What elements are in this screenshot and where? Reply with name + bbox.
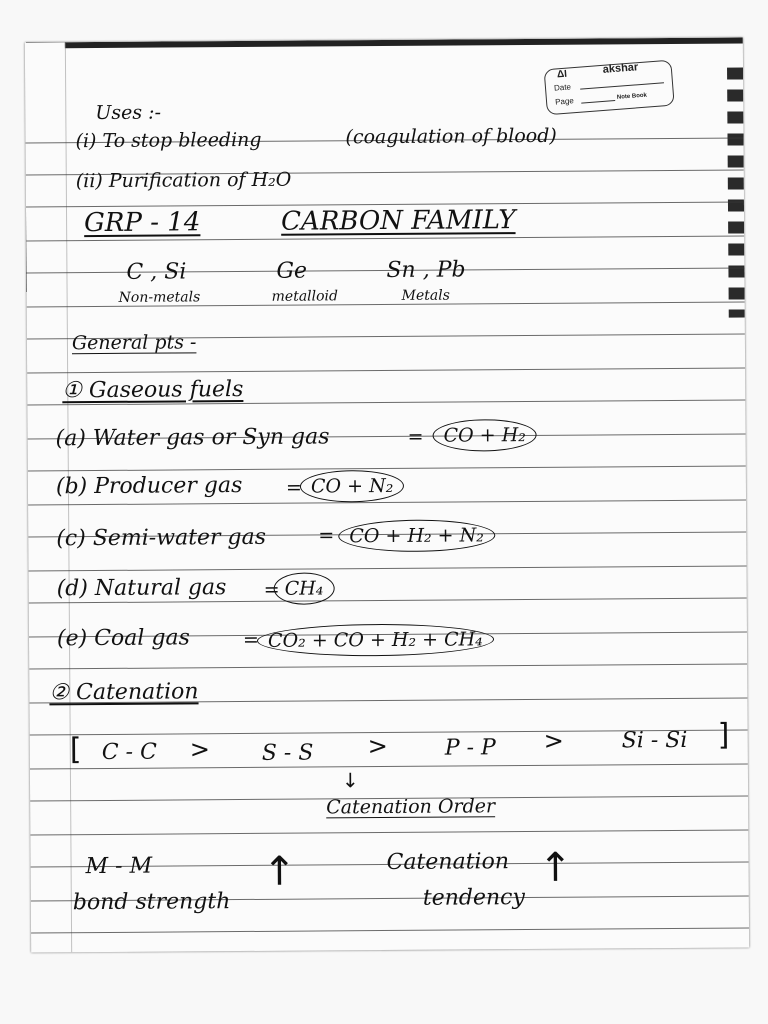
greater-than-sign: > <box>367 732 388 761</box>
notebook-page <box>25 38 749 953</box>
ruled-line <box>30 829 748 835</box>
order-close-bracket: ] <box>717 717 730 753</box>
spiral-binding <box>727 68 745 318</box>
fuel-e-formula: CO₂ + CO + H₂ + CH₄ <box>257 623 494 657</box>
general-points-heading: General pts - <box>71 331 197 355</box>
equals-sign: = <box>263 578 280 601</box>
fuel-a-formula: CO + H₂ <box>432 419 537 452</box>
brand-name: akshar <box>602 61 639 76</box>
metalloid-label: metalloid <box>271 288 339 305</box>
metalloid-element: Ge <box>276 258 308 284</box>
uses-heading: Uses :- <box>95 101 162 125</box>
notebook-brand-box <box>544 60 675 116</box>
catenation-label: Catenation <box>386 849 510 876</box>
ruled-line <box>27 367 745 373</box>
use-1: (i) To stop bleeding <box>75 128 262 153</box>
up-arrow-icon: ↑ <box>538 844 573 891</box>
bond-sisi: Si - Si <box>621 727 688 754</box>
use-1-note: (coagulation of blood) <box>345 124 557 149</box>
brand-logo-icon: ΔΙ <box>556 68 568 81</box>
family-title: CARBON FAMILY <box>280 205 516 237</box>
equals-sign: = <box>242 628 260 652</box>
tendency-label: tendency <box>422 885 525 911</box>
metals-label: Metals <box>401 287 450 304</box>
ruled-line <box>29 663 747 669</box>
bond-cc: C - C <box>101 739 157 765</box>
page-label: Page <box>554 96 575 107</box>
order-open-bracket: [ <box>69 732 82 768</box>
up-arrow-icon: ↑ <box>262 848 297 895</box>
greater-than-sign: > <box>543 726 564 755</box>
fuel-b-formula: CO + N₂ <box>300 470 405 503</box>
group-title: GRP - 14 <box>83 207 201 239</box>
fuel-d-name: (d) Natural gas <box>56 575 227 602</box>
down-arrow-icon: ↓ <box>341 768 359 793</box>
bond-ss: S - S <box>261 740 314 766</box>
ruled-line <box>31 927 749 933</box>
ruled-line <box>28 499 746 505</box>
nonmetals-label: Non-metals <box>118 289 201 306</box>
fuel-a-name: (a) Water gas or Syn gas <box>55 424 330 452</box>
item-1-heading: ① Gaseous fuels <box>62 377 244 404</box>
equals-sign: = <box>285 476 302 499</box>
fuel-b-name: (b) Producer gas <box>55 473 243 500</box>
ruled-line <box>29 565 747 571</box>
use-2: (ii) Purification of H₂O <box>75 168 292 193</box>
metal-elements: Sn , Pb <box>386 257 466 283</box>
greater-than-sign: > <box>189 735 210 764</box>
fuel-c-name: (c) Semi-water gas <box>56 524 267 552</box>
bond-pp: P - P <box>444 735 496 761</box>
equals-sign: = <box>407 425 424 448</box>
fuel-d-formula: CH₄ <box>274 572 335 604</box>
nonmetal-elements: C , Si <box>126 259 187 285</box>
notebook-label: Note Book <box>616 92 648 101</box>
page-line <box>581 100 615 104</box>
catenation-order-label: Catenation Order <box>326 795 496 819</box>
item-2-heading: ② Catenation <box>49 679 199 706</box>
metal-metal-bond: M - M <box>85 853 153 880</box>
equals-sign: = <box>318 524 335 547</box>
date-label: Date <box>553 82 572 93</box>
ruled-line <box>28 465 746 471</box>
fuel-c-formula: CO + H₂ + N₂ <box>338 519 495 552</box>
bond-strength-label: bond strength <box>72 889 231 916</box>
date-line <box>580 82 664 89</box>
fuel-e-name: (e) Coal gas <box>56 625 190 652</box>
